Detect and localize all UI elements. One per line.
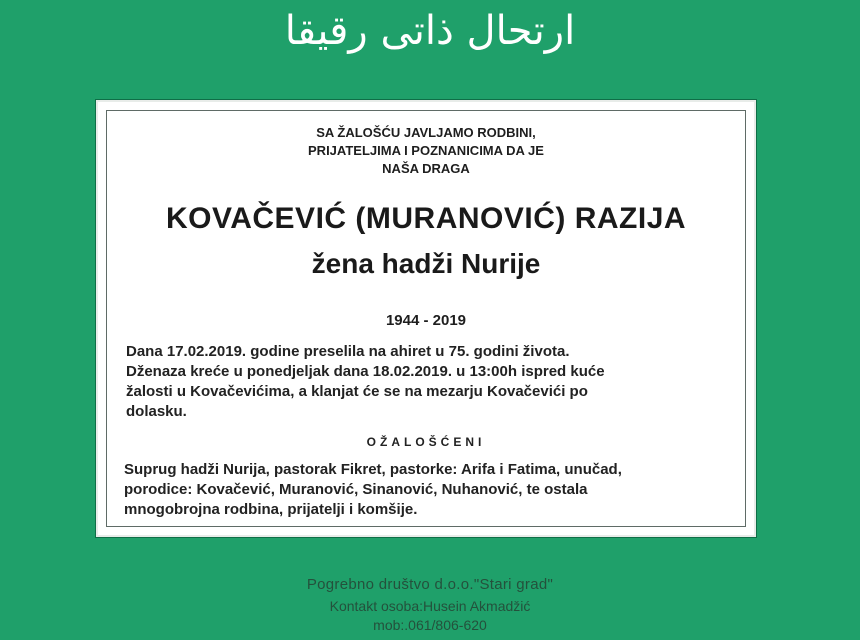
mourners-line: Suprug hadži Nurija, pastorak Fikret, pastorke: Arifa i Fatima, unučad, [124, 461, 622, 478]
funeral-details [126, 342, 726, 422]
contact-phone: mob:.061/806-620 [373, 617, 487, 633]
arabic-calligraphy-header: ارتحال ذاتی رقیقا [284, 8, 576, 54]
contact-person: Kontakt osoba:Husein Akmadžić [329, 598, 531, 614]
details-line: žalosti u Kovačevićima, a klanjat će se na mezarju Kovačevići po [126, 383, 588, 400]
details-line: Dženaza kreće u ponedjeljak dana 18.02.2019. u 13:00h ispred kuće [126, 363, 605, 380]
mourners-heading: OŽALOŠĆENI [366, 435, 486, 449]
mourners-list [124, 460, 734, 520]
intro-line: PRIJATELJIMA I POZNANICIMA DA JE [308, 143, 544, 158]
deceased-name: KOVAČEVIĆ (MURANOVIĆ) RAZIJA [165, 202, 687, 235]
obituary-card [96, 100, 756, 537]
mourners-line: porodice: Kovačević, Muranović, Sinanović, Nuhanović, te ostala [124, 481, 588, 498]
intro-line: SA ŽALOŠĆU JAVLJAMO RODBINI, [316, 125, 536, 140]
life-years: 1944 - 2019 [385, 312, 467, 329]
details-line: Dana 17.02.2019. godine preselila na ahiret u 75. godini života. [126, 343, 570, 360]
intro-line: NAŠA DRAGA [382, 161, 470, 176]
intro-text [98, 124, 754, 178]
details-line: dolasku. [126, 403, 187, 420]
mourners-line: mnogobrojna rodbina, prijatelji i komšije. [124, 501, 418, 518]
funeral-company: Pogrebno društvo d.o.o."Stari grad" [306, 576, 554, 593]
deceased-subtitle: žena hadži Nurije [311, 248, 541, 279]
